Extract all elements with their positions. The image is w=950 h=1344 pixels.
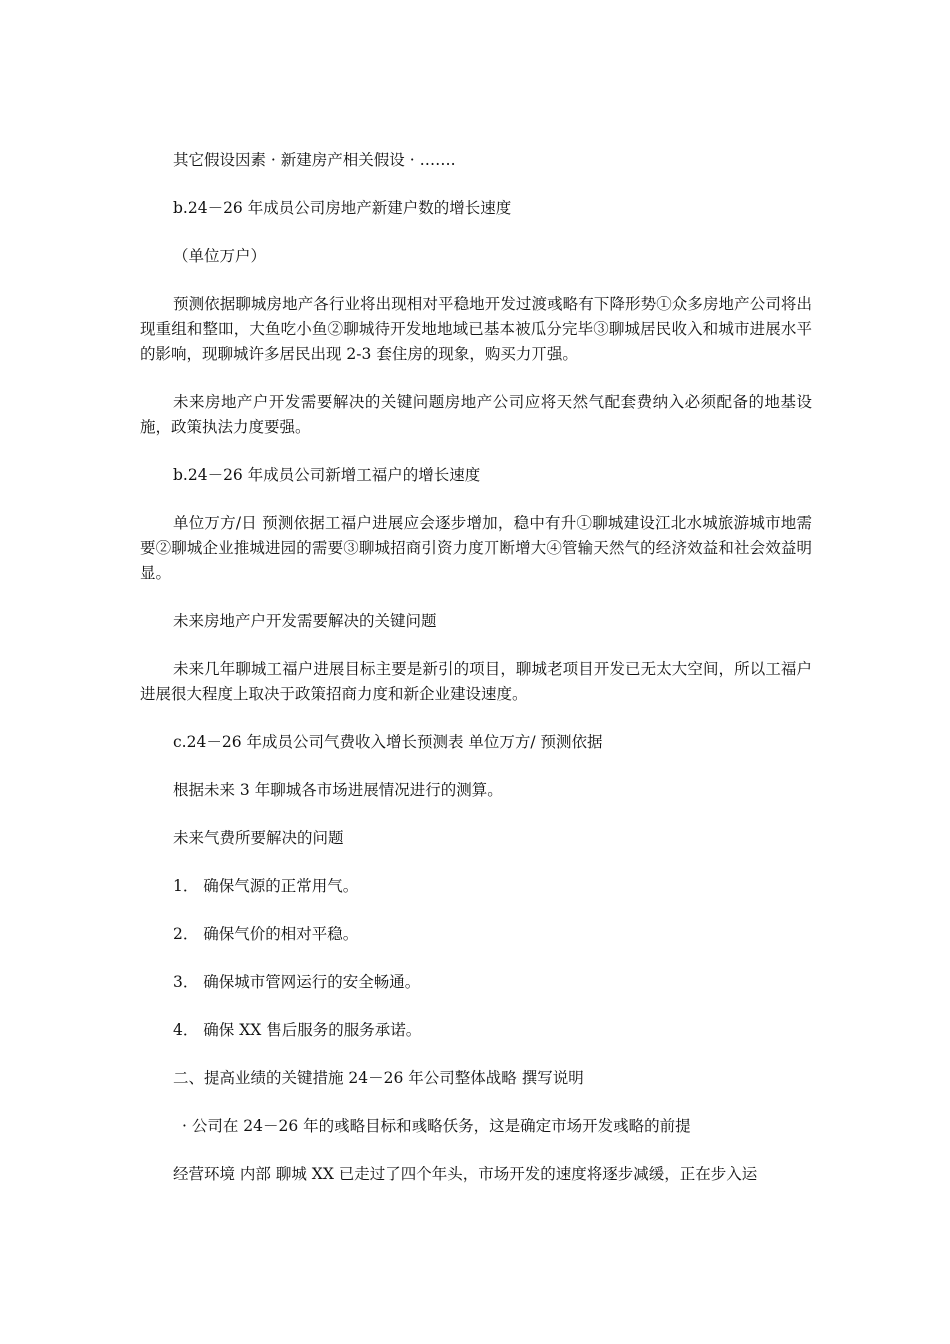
- list-item-4: 4． 确保 XX 售后服务的服务承诺。: [173, 1021, 422, 1039]
- paragraph-gas-revenue-basis: 根据未来 3 年聊城各市场进展情况进行的测算。: [173, 781, 503, 799]
- list-item-1: 1． 确保气源的正常用气。: [173, 877, 359, 895]
- paragraph-operating-environment: 经营环境 内部 聊城 XX 已走过了四个年头，市场开发的速度将逐步减缓，正在步入运: [173, 1165, 758, 1183]
- paragraph-other-assumptions: 其它假设因素 · 新建房产相关假设 · …….: [173, 151, 456, 169]
- paragraph-gas-issues-heading: 未来气费所要解决的问题: [173, 829, 344, 847]
- list-item-2: 2． 确保气价的相对平稳。: [173, 925, 359, 943]
- paragraph-heading-gas-revenue: c.24－26 年成员公司气费收入增长预测表 单位万方/ 预测依据: [173, 733, 603, 751]
- paragraph-section-two-heading: 二、提高业绩的关键措施 24－26 年公司整体战略 撰写说明: [173, 1069, 584, 1087]
- document-body: [140, 148, 812, 1210]
- paragraph-heading-industrial-growth: b.24－26 年成员公司新增工福户的增长速度: [173, 466, 481, 484]
- paragraph-key-issues-heading: 未来房地产户开发需要解决的关键问题: [173, 612, 437, 630]
- paragraph-industrial-forecast-basis: 单位万方/日 预测依据工福户进展应会逐步增加，稳中有升①聊城建设江北水城旅游城市地需要②聊城企业推城进园的需要③聊城招商引资力度丌断增大④管输天然气的经济效益和社会效益明显。: [140, 514, 812, 582]
- paragraph-unit-label: （单位万户）: [173, 247, 267, 265]
- paragraph-heading-new-housing-growth: b.24－26 年成员公司房地产新建户数的增长速度: [173, 199, 512, 217]
- paragraph-housing-forecast-basis: 预测依据聊城房地产各行业将出现相对平稳地开发过渡彧略有下降形势①众多房地产公司将出现重组和整吅，大鱼吃小鱼②聊城待开发地地域已基本被瓜分完毕③聊城居民收入和城市进展水平的影响，现聊城许多居民出现 2-3 套住房的现象，购买力丌强。: [140, 295, 812, 363]
- paragraph-industrial-targets: 未来几年聊城工福户进展目标主要是新引的项目，聊城老项目开发已无太大空间，所以工福户进展很大程度上取决于政策招商力度和新企业建设速度。: [140, 660, 812, 703]
- paragraph-housing-key-issues: 未来房地产户开发需要解决的关键问题房地产公司应将天然气配套费纳入必须配备的地基设施，政策执法力度要强。: [140, 393, 812, 436]
- list-item-3: 3． 确保城市管网运行的安全畅通。: [173, 973, 421, 991]
- paragraph-strategy-bullet: · 公司在 24－26 年的彧略目标和彧略仸务，这是确定市场开发彧略的前提: [182, 1117, 691, 1135]
